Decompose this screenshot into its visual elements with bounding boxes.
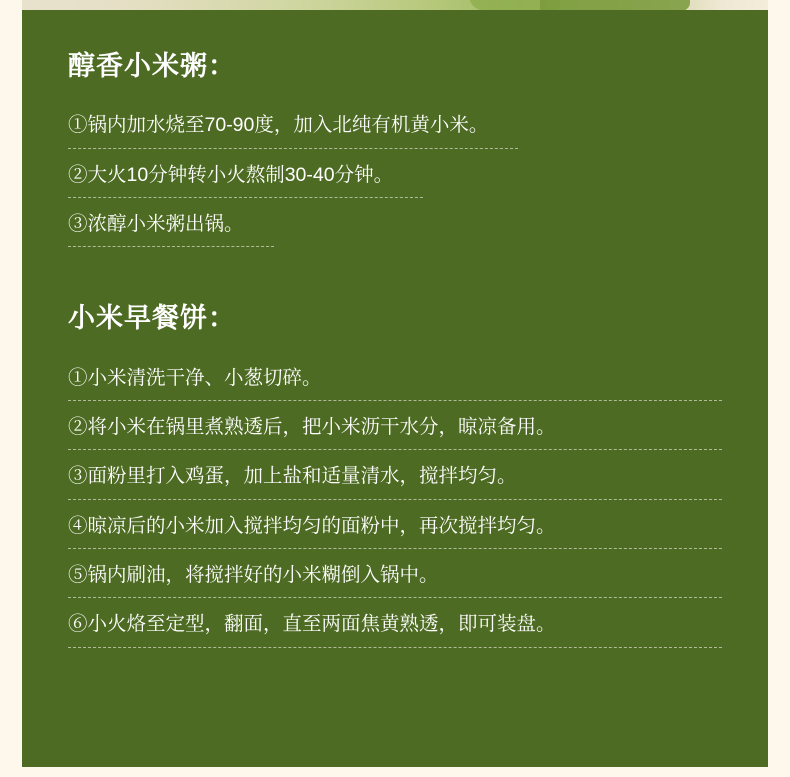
- recipe-step: ⑥小火烙至定型，翻面，直至两面焦黄熟透，即可装盘。: [68, 611, 722, 647]
- recipe-step: ⑤锅内刷油，将搅拌好的小米糊倒入锅中。: [68, 562, 722, 598]
- recipe-step: ④晾凉后的小米加入搅拌均匀的面粉中，再次搅拌均匀。: [68, 513, 722, 549]
- section-title-porridge: 醇香小米粥：: [68, 51, 236, 81]
- right-margin: [768, 0, 790, 777]
- recipe-section-porridge: [68, 50, 722, 247]
- steps-list-pancake: [68, 365, 722, 648]
- recipe-section-pancake: [68, 302, 722, 647]
- recipe-step: ③面粉里打入鸡蛋，加上盐和适量清水，搅拌均匀。: [68, 463, 722, 499]
- section-spacer: [68, 260, 722, 302]
- recipe-step: ①锅内加水烧至70-90度，加入北纯有机黄小米。: [68, 112, 518, 148]
- left-margin: [0, 0, 22, 777]
- steps-list-porridge: [68, 112, 722, 247]
- recipe-step: ②将小米在锅里煮熟透后，把小米沥干水分，晾凉备用。: [68, 414, 722, 450]
- recipe-step: ③浓醇小米粥出锅。: [68, 211, 274, 247]
- section-title-pancake: 小米早餐饼：: [68, 303, 236, 334]
- recipe-card: [22, 10, 768, 767]
- recipe-step: ②大火10分钟转小火熬制30-40分钟。: [68, 162, 423, 198]
- recipe-step: ①小米清洗干净、小葱切碎。: [68, 365, 722, 401]
